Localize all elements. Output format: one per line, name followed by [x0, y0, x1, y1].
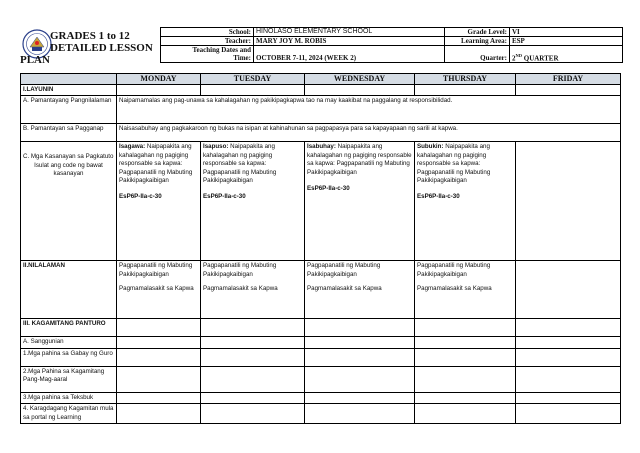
empty-cell: [415, 392, 516, 403]
kasanayan-label-1: C. Mga Kasanayan sa Pagkatuto: [23, 153, 114, 161]
nilalaman-thursday-1: Pagpapanatili ng Mabuting Pakikipagkaibigan: [417, 262, 491, 278]
empty-cell: [516, 392, 621, 403]
pagganap-text: Naisasabuhay ang pagkakaroon ng bukas na isipan at kahinahunan sa pagpapasya para sa kapayapaan ng sarili at kapwa.: [117, 124, 621, 142]
nilalaman-wednesday-1: Pagpapanatili ng Mabuting Pakikipagkaibigan: [307, 262, 381, 278]
row-label-gabay: 1.Mga pahina sa Gabay ng Guro: [21, 348, 117, 366]
empty-cell: [201, 392, 305, 403]
doc-title-line3: PLAN: [20, 54, 50, 66]
empty-cell: [201, 337, 305, 348]
empty-cell: [117, 319, 201, 337]
empty-cell: [516, 319, 621, 337]
empty-cell: [117, 392, 201, 403]
nilalaman-thursday-2: Pagmamalasakit sa Kapwa: [417, 285, 492, 293]
nilalaman-wednesday-2: Pagmamalasakit sa Kapwa: [307, 285, 382, 293]
empty-cell: [201, 85, 305, 96]
nilalaman-friday: [516, 261, 621, 319]
empty-cell: [117, 348, 201, 366]
lesson-plan-table: [20, 73, 621, 424]
grade-label: Grade Level:: [445, 28, 510, 37]
empty-cell: [117, 337, 201, 348]
doc-title-line1: GRADES 1 to 12: [50, 30, 130, 42]
empty-cell: [201, 348, 305, 366]
section-kagamitang: III. KAGAMITANG PANTURO: [21, 319, 117, 337]
quarter-num: 2: [512, 54, 516, 62]
empty-cell: [516, 404, 621, 424]
nilalaman-monday-2: Pagmamalasakit sa Kapwa: [119, 285, 194, 293]
empty-cell: [516, 348, 621, 366]
empty-cell: [201, 366, 305, 392]
empty-cell: [305, 366, 415, 392]
empty-cell: [305, 392, 415, 403]
pamantayang-text: Naipamamalas ang pag-unawa sa kahalagahan ng pakikipagkapwa tao na may kaakibat na paggalang at responsibilidad.: [117, 96, 621, 124]
nilalaman-tuesday-1: Pagpapanatili ng Mabuting Pakikipagkaibigan: [203, 262, 277, 278]
teacher-label: Teacher:: [161, 37, 254, 46]
kasanayan-friday: [516, 142, 621, 261]
quarter-label: Quarter:: [445, 46, 510, 63]
row-label-teksbuk: 3.Mga pahina sa Teksbuk: [21, 392, 117, 403]
kasanayan-monday: [117, 142, 201, 261]
school-value: HINOLASO ELEMENTARY SCHOOL: [254, 28, 445, 37]
dates-label: [161, 46, 254, 63]
empty-cell: [201, 319, 305, 337]
nilalaman-tuesday-2: Pagmamalasakit sa Kapwa: [203, 285, 278, 293]
row-label-kagamitang-mag-aaral: 2.Mga Pahina sa Kagamitang Pang-Mag-aaral: [21, 366, 117, 392]
empty-cell: [415, 404, 516, 424]
empty-cell: [516, 337, 621, 348]
tuesday-head: Isapuso:: [203, 143, 229, 151]
monday-head: Isagawa:: [119, 143, 146, 151]
wednesday-text: Naipapakita ang kahalagahan ng pagiging responsable sa kapwa: Pagpapanatili ng Mabuting Pakikipagkaibigan: [307, 143, 412, 176]
empty-cell: [415, 337, 516, 348]
row-label-pagganap: B. Pamantayan sa Pagganap: [21, 124, 117, 142]
corner-cell: [21, 74, 117, 85]
nilalaman-monday: [117, 261, 201, 319]
empty-cell: [516, 366, 621, 392]
thursday-text: Naipapakita ang kahalagahan ng pagiging responsable sa kapwa: Pagpapanatili ng Mabuting Pakikipagkaibigan: [417, 143, 491, 185]
kasanayan-thursday: [415, 142, 516, 261]
thursday-head: Subukin:: [417, 143, 444, 151]
column-header-tuesday: TUESDAY: [201, 74, 305, 85]
empty-cell: [201, 404, 305, 424]
column-header-monday: MONDAY: [117, 74, 201, 85]
row-label-karagdagang: 4. Karagdagang Kagamitan mula sa portal ng Learning: [21, 404, 117, 424]
wednesday-code: EsP6P-IIa-c-30: [307, 185, 350, 193]
kasanayan-tuesday: [201, 142, 305, 261]
thursday-code: EsP6P-IIa-c-30: [417, 193, 460, 201]
row-label-pamantayang: A. Pamantayang Pangnilalaman: [21, 96, 117, 124]
kasanayan-label-2: Isulat ang code ng bawat kasanayan: [34, 161, 103, 178]
column-header-wednesday: WEDNESDAY: [305, 74, 415, 85]
nilalaman-wednesday: [305, 261, 415, 319]
doc-title-line2: DETAILED LESSON: [50, 42, 153, 54]
empty-cell: [117, 85, 201, 96]
empty-cell: [117, 404, 201, 424]
monday-code: EsP6P-IIa-c-30: [119, 193, 162, 201]
section-nilalaman: II.NILALAMAN: [21, 261, 117, 319]
tuesday-text: Naipapakita ang kahalagahan ng pagiging responsable sa kapwa: Pagpapanatili ng Mabuting Pakikipagkaibigan: [203, 143, 277, 185]
section-layunin: I.LAYUNIN: [21, 85, 117, 96]
dates-label-1: Teaching Dates and: [192, 46, 251, 54]
empty-cell: [516, 85, 621, 96]
empty-cell: [305, 404, 415, 424]
empty-cell: [415, 85, 516, 96]
teacher-value: MARY JOY M. ROBIS: [254, 37, 445, 46]
school-label: School:: [161, 28, 254, 37]
empty-cell: [305, 337, 415, 348]
area-label: Learning Area:: [445, 37, 510, 46]
empty-cell: [305, 348, 415, 366]
empty-cell: [415, 348, 516, 366]
empty-cell: [117, 366, 201, 392]
grade-value: VI: [510, 28, 623, 37]
nilalaman-monday-1: Pagpapanatili ng Mabuting Pakikipagkaibigan: [119, 262, 193, 278]
row-label-kasanayan: [21, 142, 117, 261]
area-value: ESP: [510, 37, 623, 46]
quarter-word: QUARTER: [522, 54, 559, 62]
row-label-sanggunian: A. Sanggunian: [21, 337, 117, 348]
nilalaman-thursday: [415, 261, 516, 319]
dates-label-2: Time:: [233, 54, 251, 62]
empty-cell: [415, 366, 516, 392]
monday-text: Naipapakita ang kahalagahan ng pagiging responsable sa kapwa: Pagpapanatili ng Mabuting Pakikipagkaibigan: [119, 143, 193, 185]
dates-value: OCTOBER 7-11, 2024 (WEEK 2): [254, 46, 445, 63]
info-table: [160, 27, 623, 63]
nilalaman-tuesday: [201, 261, 305, 319]
kasanayan-wednesday: [305, 142, 415, 261]
quarter-sup: ND: [515, 52, 522, 58]
column-header-thursday: THURSDAY: [415, 74, 516, 85]
wednesday-head: Isabuhay:: [307, 143, 336, 151]
empty-cell: [305, 85, 415, 96]
empty-cell: [415, 319, 516, 337]
quarter-value: [510, 46, 623, 63]
column-header-friday: FRIDAY: [516, 74, 621, 85]
tuesday-code: EsP6P-IIa-c-30: [203, 193, 246, 201]
empty-cell: [305, 319, 415, 337]
